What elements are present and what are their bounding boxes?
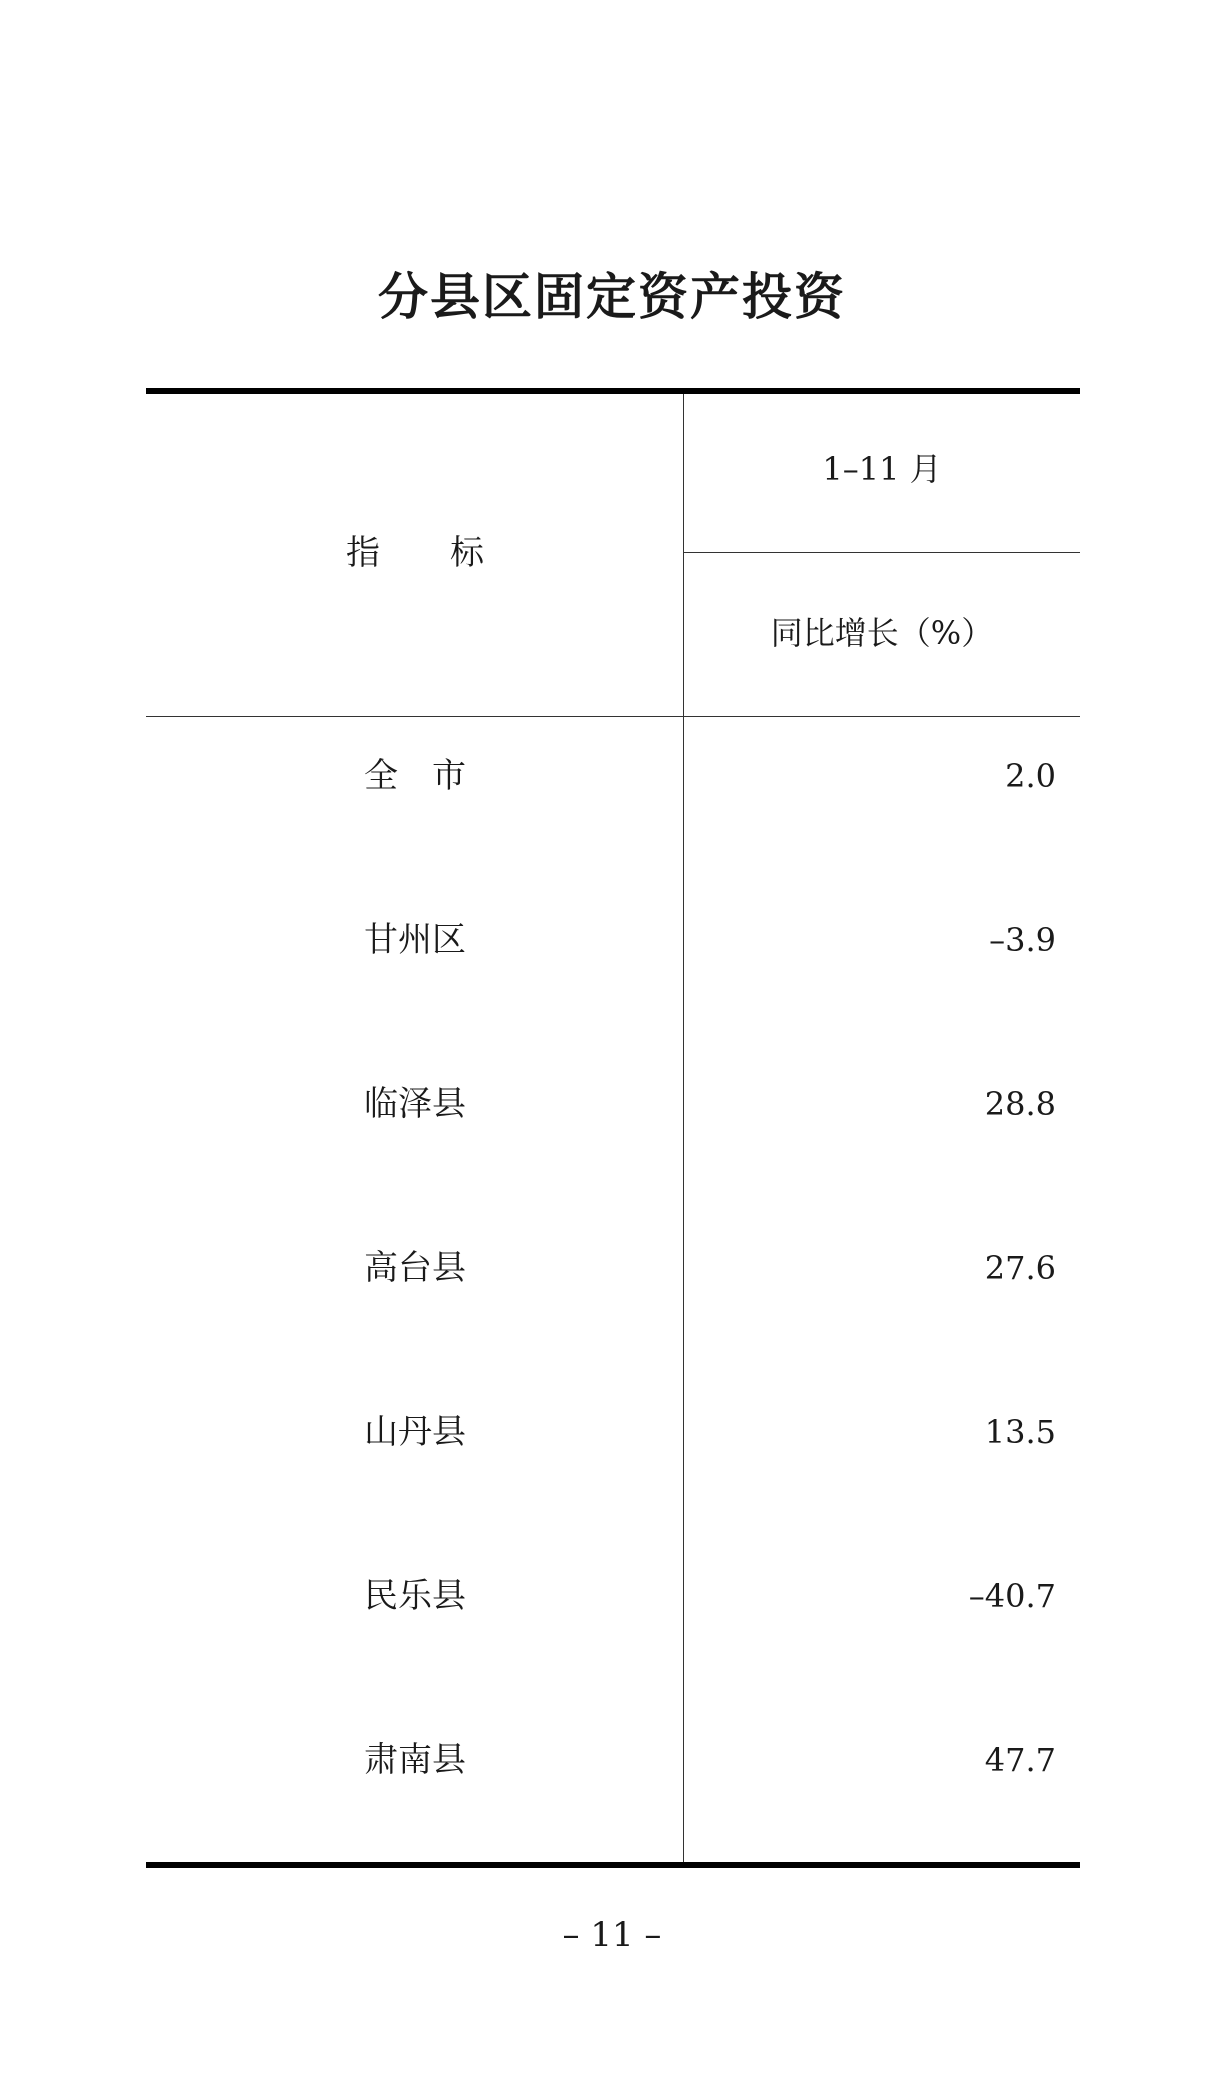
indicator-header (146, 528, 684, 578)
row-name: 肃南县 (364, 1740, 466, 1780)
header-sub-rule (684, 552, 1080, 553)
indicator-header-right: 标 (450, 533, 484, 573)
row-name: 全 市 (364, 756, 466, 796)
table-row (146, 1566, 1080, 1626)
row-value: 2.0 (1005, 757, 1056, 795)
row-name: 甘州区 (364, 920, 466, 960)
investment-table (146, 388, 1080, 1868)
row-value: 13.5 (984, 1413, 1056, 1451)
page-title: 分县区固定资产投资 (378, 268, 846, 326)
growth-header: 同比增长（%） (770, 614, 994, 652)
table-row (146, 1074, 1080, 1134)
row-value: 28.8 (984, 1085, 1056, 1123)
table-top-rule (146, 388, 1080, 394)
row-value: –3.9 (989, 921, 1056, 959)
table-row (146, 1238, 1080, 1298)
row-value: –40.7 (968, 1577, 1056, 1615)
table-row (146, 1730, 1080, 1790)
table-bottom-rule (146, 1862, 1080, 1868)
table-row (146, 1402, 1080, 1462)
header-bottom-rule (146, 716, 1080, 717)
page-number: – 11 – (562, 1915, 662, 1955)
row-name: 民乐县 (364, 1576, 466, 1616)
table-row (146, 746, 1080, 806)
indicator-header-left: 指 (346, 533, 380, 573)
table-row (146, 910, 1080, 970)
row-value: 47.7 (984, 1741, 1056, 1779)
row-name: 临泽县 (364, 1084, 466, 1124)
period-header: 1–11 月 (822, 450, 942, 488)
row-value: 27.6 (984, 1249, 1056, 1287)
row-name: 高台县 (364, 1248, 466, 1288)
row-name: 山丹县 (364, 1412, 466, 1452)
